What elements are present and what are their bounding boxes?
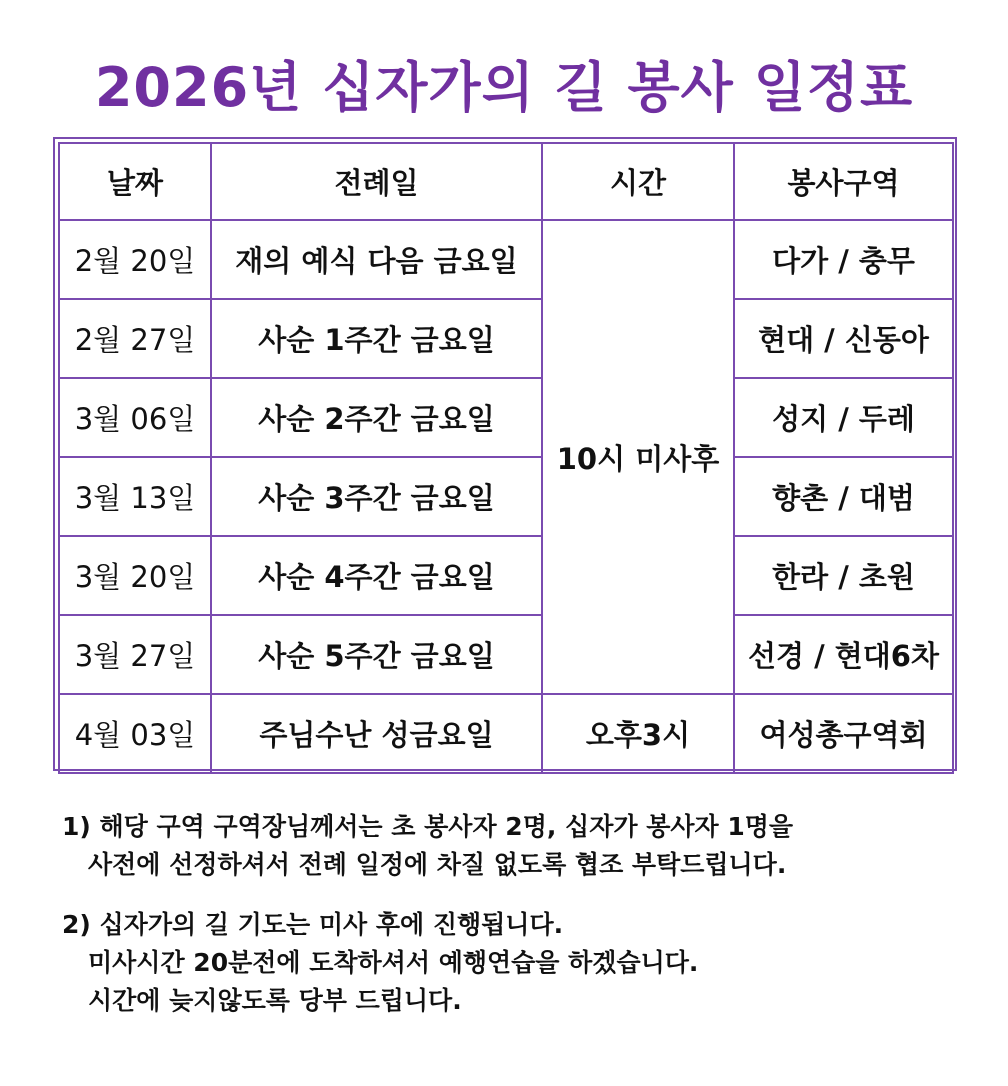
table-row <box>59 299 953 378</box>
date-cell: 3월 06일 <box>59 378 211 457</box>
table-row <box>59 378 953 457</box>
header-time: 시간 <box>542 143 734 220</box>
table-row <box>59 457 953 536</box>
liturgy-cell: 주님수난 성금요일 <box>211 694 542 773</box>
schedule-table-frame <box>53 137 957 771</box>
note-2-line-3: 시간에 늦지않도록 당부 드립니다. <box>88 986 462 1015</box>
note-2-line-1: 2) 십자가의 길 기도는 미사 후에 진행됩니다. <box>62 910 564 939</box>
table-row <box>59 615 953 694</box>
date-cell: 3월 20일 <box>59 536 211 615</box>
date-cell: 4월 03일 <box>59 694 211 773</box>
date-cell: 2월 20일 <box>59 220 211 299</box>
page-title: 2026년 십자가의 길 봉사 일정표 <box>94 56 914 119</box>
note-1-line-2: 사전에 선정하셔서 전례 일정에 차질 없도록 협조 부탁드립니다. <box>88 850 787 879</box>
header-area: 봉사구역 <box>734 143 953 220</box>
header-liturgy: 전례일 <box>211 143 542 220</box>
note-2-line-2: 미사시간 20분전에 도착하셔서 예행연습을 하겠습니다. <box>88 948 699 977</box>
area-cell: 선경 / 현대6차 <box>734 615 953 694</box>
liturgy-cell: 사순 4주간 금요일 <box>211 536 542 615</box>
merged-time-cell: 10시 미사후 <box>542 220 734 694</box>
time-cell: 오후3시 <box>542 694 734 773</box>
liturgy-cell: 사순 3주간 금요일 <box>211 457 542 536</box>
date-cell: 3월 27일 <box>59 615 211 694</box>
liturgy-cell: 재의 예식 다음 금요일 <box>211 220 542 299</box>
area-cell: 한라 / 초원 <box>734 536 953 615</box>
liturgy-cell: 사순 2주간 금요일 <box>211 378 542 457</box>
liturgy-cell: 사순 1주간 금요일 <box>211 299 542 378</box>
note-spacer <box>62 884 962 906</box>
notes-section <box>62 808 962 1020</box>
area-cell: 성지 / 두레 <box>734 378 953 457</box>
area-cell: 현대 / 신동아 <box>734 299 953 378</box>
area-cell: 향촌 / 대범 <box>734 457 953 536</box>
table-row <box>59 220 953 299</box>
table-header-row <box>59 143 953 220</box>
liturgy-cell: 사순 5주간 금요일 <box>211 615 542 694</box>
schedule-table <box>58 142 954 774</box>
area-cell: 여성총구역회 <box>734 694 953 773</box>
area-cell: 다가 / 충무 <box>734 220 953 299</box>
table-row <box>59 536 953 615</box>
date-cell: 3월 13일 <box>59 457 211 536</box>
date-cell: 2월 27일 <box>59 299 211 378</box>
table-row <box>59 694 953 773</box>
header-date: 날짜 <box>59 143 211 220</box>
note-1-line-1: 1) 해당 구역 구역장님께서는 초 봉사자 2명, 십자가 봉사자 1명을 <box>62 812 794 841</box>
